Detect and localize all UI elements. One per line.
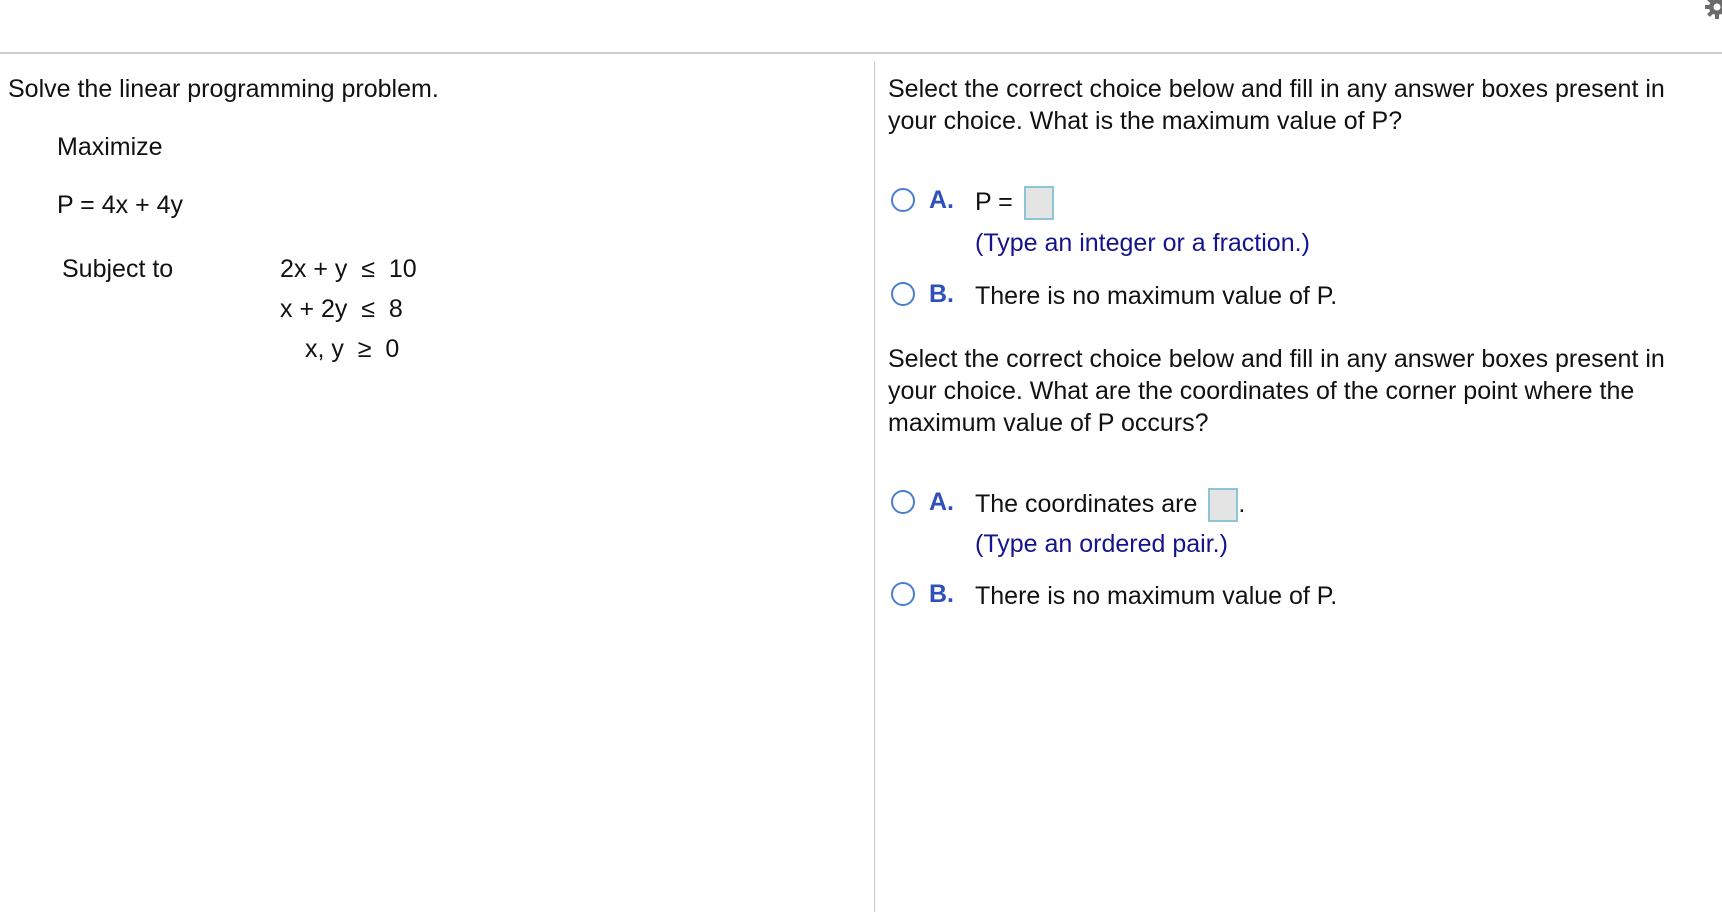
part2-choice-b-text: There is no maximum value of P.	[975, 582, 1338, 610]
part2-choice-a-hint: (Type an ordered pair.)	[975, 530, 1228, 558]
part1-choice-a-content	[975, 186, 1054, 220]
part1-choice-a-letter: A.	[929, 186, 954, 214]
constraint-2: x + 2y ≤ 8	[280, 295, 403, 323]
part2-choice-a-content	[975, 488, 1245, 522]
part1-choice-b-letter: B.	[929, 280, 954, 308]
part2-choice-b[interactable]	[888, 578, 1708, 618]
part2-choice-a[interactable]	[888, 486, 1708, 526]
part1-choice-b-radio[interactable]	[891, 282, 915, 306]
part2-prompt: Select the correct choice below and fill in any answer boxes present in your choice. What are the coordinates of the corner point where the maximum value of P occurs?	[888, 345, 1665, 437]
question-instruction: Solve the linear programming problem.	[8, 75, 439, 103]
part1-choice-b[interactable]	[888, 278, 1708, 318]
part1-choice-a-prefix: P =	[975, 188, 1013, 216]
column-divider	[874, 62, 875, 912]
coordinates-answer-box[interactable]	[1208, 488, 1238, 522]
part2-choice-a-radio[interactable]	[891, 490, 915, 514]
max-value-answer-box[interactable]	[1024, 186, 1054, 220]
constraint-3: x, y ≥ 0	[305, 335, 400, 363]
part1-choice-b-text: There is no maximum value of P.	[975, 282, 1338, 310]
subject-to-label: Subject to	[62, 255, 174, 283]
part1-choice-a-radio[interactable]	[891, 188, 915, 212]
part2-choice-b-letter: B.	[929, 580, 954, 608]
part2-choice-b-radio[interactable]	[891, 582, 915, 606]
part2-choice-a-suffix: .	[1238, 490, 1246, 518]
answer-pane	[888, 0, 1708, 912]
part2-choice-a-prefix: The coordinates are	[975, 490, 1198, 518]
part1-choice-a-hint: (Type an integer or a fraction.)	[975, 229, 1310, 257]
objective-function: P = 4x + 4y	[57, 191, 184, 219]
part1-choice-a[interactable]	[888, 184, 1708, 224]
maximize-label: Maximize	[57, 133, 163, 161]
constraint-1: 2x + y ≤ 10	[280, 255, 417, 283]
part2-choice-a-letter: A.	[929, 488, 954, 516]
part1-prompt: Select the correct choice below and fill in any answer boxes present in your choice. What is the maximum value of P?	[888, 75, 1665, 135]
